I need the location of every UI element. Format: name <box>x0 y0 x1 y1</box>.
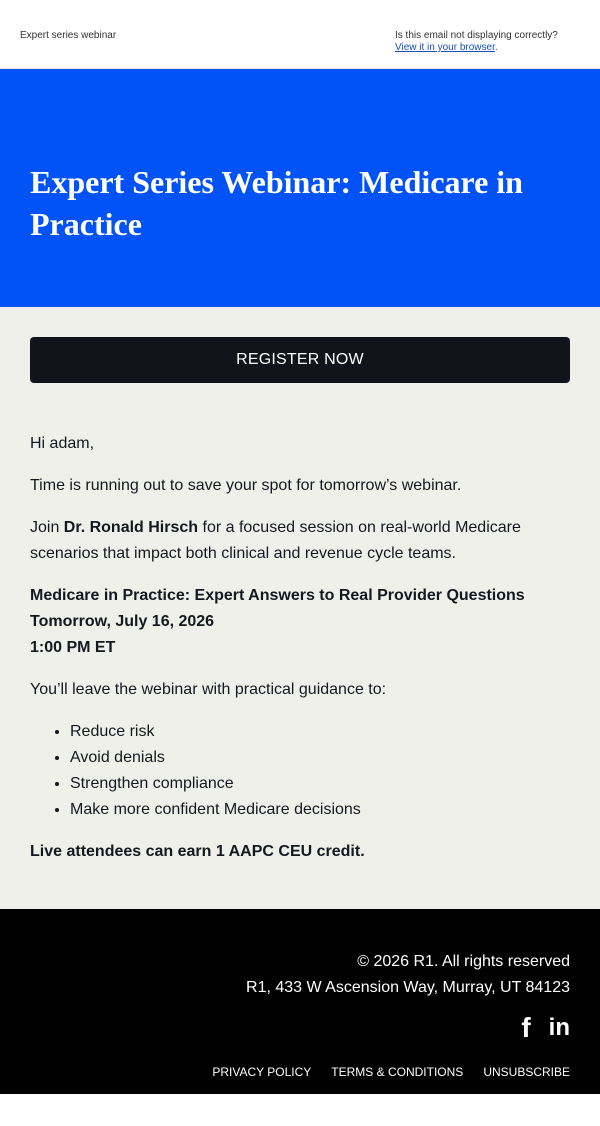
linkedin-icon[interactable]: in <box>548 1014 570 1041</box>
greeting: Hi adam, <box>30 435 95 452</box>
list-item: • Reduce risk <box>70 719 570 745</box>
guidance-list <box>70 719 570 823</box>
event-details <box>30 583 570 661</box>
event-title: Medicare in Practice: Expert Answers to Real Provider Questions <box>30 587 525 604</box>
social-links <box>521 1013 570 1043</box>
speaker-name: Dr. Ronald Hirsch <box>63 519 199 536</box>
preheader <box>0 0 600 69</box>
hero-banner <box>0 69 600 307</box>
bottom-spacer <box>0 1094 600 1126</box>
copyright-text: © 2026 R1. All rights reserved <box>357 953 570 970</box>
list-item: • Strengthen compliance <box>70 771 570 797</box>
privacy-policy-link[interactable]: PRIVACY POLICY <box>212 1065 312 1079</box>
display-issue-text: Is this email not displaying correctly? <box>395 30 558 41</box>
footer-links <box>212 1065 570 1079</box>
event-date: Tomorrow, July 16, 2026 <box>30 613 215 630</box>
footer <box>0 909 600 1094</box>
terms-conditions-link[interactable]: TERMS & CONDITIONS <box>331 1065 464 1079</box>
guidance-intro: You’ll leave the webinar with practical guidance to: <box>30 681 387 698</box>
email-body <box>30 431 570 865</box>
ceu-credit-note: Live attendees can earn 1 AAPC CEU credit. <box>30 843 365 860</box>
speaker-paragraph: Join Dr. Ronald Hirsch for a focused session on real-world Medicare scenarios that impact both clinical and revenue cycle teams. <box>30 519 521 562</box>
event-time: 1:00 PM ET <box>30 639 116 656</box>
register-now-button[interactable]: REGISTER NOW <box>30 337 570 383</box>
list-item: • Avoid denials <box>70 745 570 771</box>
view-in-browser-link[interactable]: View it in your browser <box>395 42 495 53</box>
company-address: R1, 433 W Ascension Way, Murray, UT 84123 <box>246 979 570 996</box>
reminder-paragraph: Time is running out to save your spot for tomorrow’s webinar. <box>30 477 462 494</box>
list-item: • Make more confident Medicare decisions <box>70 797 570 823</box>
link-period: . <box>494 42 498 53</box>
preheader-label: Expert series webinar <box>20 30 117 41</box>
footer-info <box>246 949 570 1001</box>
unsubscribe-link[interactable]: UNSUBSCRIBE <box>483 1065 570 1079</box>
hero-title: Expert Series Webinar: Medicare in Practice <box>30 164 523 242</box>
email-content <box>0 307 600 909</box>
facebook-icon[interactable]: f <box>521 1012 531 1043</box>
view-in-browser-notice <box>395 30 558 54</box>
